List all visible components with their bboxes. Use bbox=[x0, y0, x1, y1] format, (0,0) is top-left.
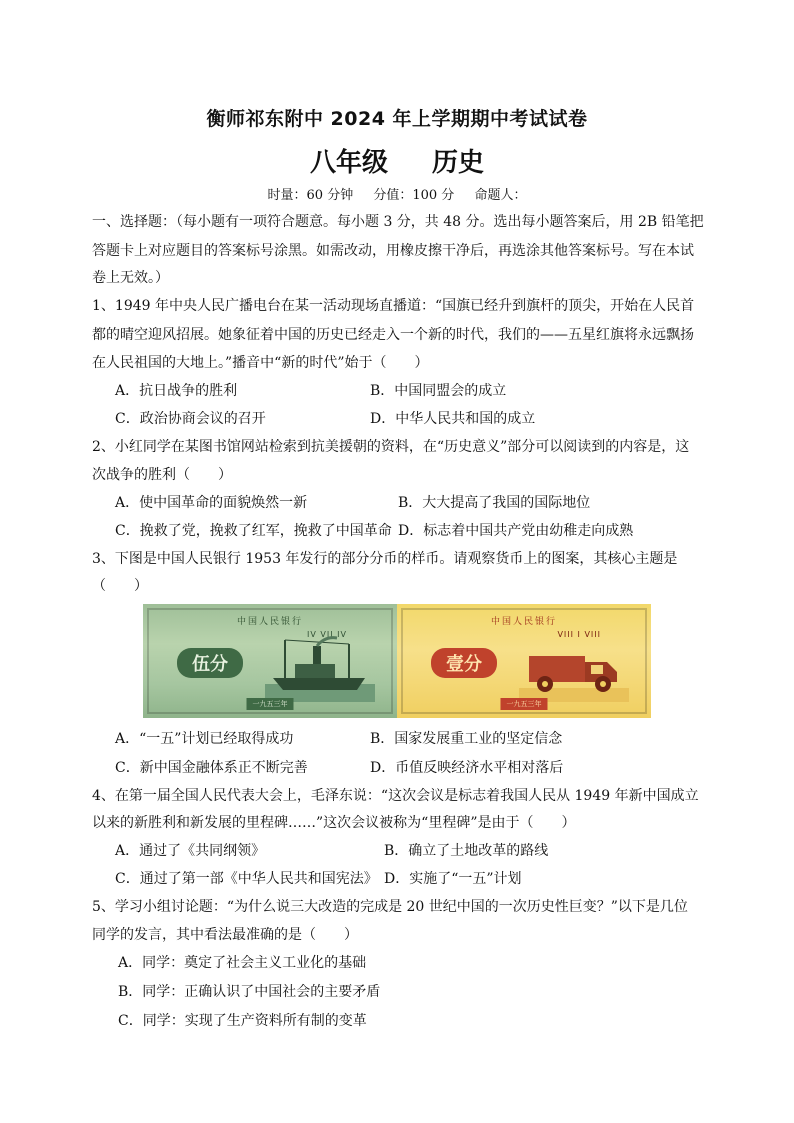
question-5-option-c[interactable]: C．同学：实现了生产资料所有制的变革 bbox=[118, 1013, 367, 1029]
author: 命题人： bbox=[474, 188, 527, 203]
banknote-code: VIII I VIII bbox=[557, 630, 601, 639]
question-1-option-c[interactable]: C．政治协商会议的召开 bbox=[115, 411, 266, 427]
question-2-option-a[interactable]: A．使中国革命的面貌焕然一新 bbox=[115, 495, 308, 511]
question-1-option-d[interactable]: D．中华人民共和国的成立 bbox=[370, 411, 536, 427]
banknote-yi-fen bbox=[397, 604, 651, 718]
question-2-option-d[interactable]: D．标志着中国共产党由幼稚走向成熟 bbox=[398, 523, 634, 539]
question-5-stem: 同学的发言，其中看法最准确的是（ ） bbox=[92, 927, 358, 943]
question-4-option-a[interactable]: A．通过了《共同纲领》 bbox=[115, 843, 266, 859]
question-4-option-b[interactable]: B．确立了土地改革的路线 bbox=[384, 843, 549, 859]
question-4-option-c[interactable]: C．通过了第一部《中华人民共和国宪法》 bbox=[115, 871, 378, 887]
question-2-stem: 次战争的胜利（ ） bbox=[92, 467, 232, 483]
question-1-option-a[interactable]: A．抗日战争的胜利 bbox=[115, 383, 238, 399]
question-2-option-c[interactable]: C．挽救了党，挽救了红军，挽救了中国革命 bbox=[115, 523, 392, 539]
question-4-stem: 4、在第一届全国人民代表大会上，毛泽东说：“这次会议是标志着我国人民从 1949 年新中国成立 bbox=[92, 788, 699, 804]
exam-meta bbox=[0, 184, 794, 203]
question-4-option-d[interactable]: D．实施了“一五”计划 bbox=[384, 871, 522, 887]
banknote-code: IV VII IV bbox=[307, 630, 347, 639]
section-instructions-line: 卷上无效。） bbox=[92, 270, 169, 286]
grade-label: 八年级 bbox=[309, 148, 388, 178]
question-3-option-b[interactable]: B．国家发展重工业的坚定信念 bbox=[370, 731, 563, 747]
question-1-stem: 1、1949 年中央人民广播电台在某一活动现场直播道：“国旗已经升到旗杆的顶尖，开始在人民首 bbox=[92, 298, 695, 314]
grade-subject-heading bbox=[0, 142, 794, 179]
total-score: 分值：100 分 bbox=[373, 188, 455, 203]
question-1-stem: 在人民祖国的大地上。”播音中“新的时代”始于（ ） bbox=[92, 355, 429, 371]
question-5-stem: 5、学习小组讨论题：“为什么说三大改造的完成是 20 世纪中国的一次历史性巨变？”以下是几位 bbox=[92, 899, 688, 915]
section-instructions-line: 答题卡上对应题目的答案标号涂黑。如需改动，用橡皮擦干净后，再选涂其他答案标号。写在本试 bbox=[92, 243, 694, 259]
banknote-bank-name: 中国人民银行 bbox=[490, 617, 558, 627]
truck-illustration bbox=[519, 632, 629, 702]
question-1-option-b[interactable]: B．中国同盟会的成立 bbox=[370, 383, 507, 399]
ship-illustration bbox=[265, 632, 375, 702]
question-5-option-a[interactable]: A．同学：奠定了社会主义工业化的基础 bbox=[118, 955, 367, 971]
banknote-wu-fen bbox=[143, 604, 397, 718]
time-limit: 时量：60 分钟 bbox=[267, 188, 354, 203]
question-3-option-c[interactable]: C．新中国金融体系正不断完善 bbox=[115, 760, 308, 776]
question-3-stem: 3、下图是中国人民银行 1953 年发行的部分分币的样币。请观察货币上的图案，其核心主题是 bbox=[92, 551, 678, 567]
question-3-option-d[interactable]: D．币值反映经济水平相对落后 bbox=[370, 760, 564, 776]
banknote-denomination: 伍分 bbox=[177, 648, 243, 678]
banknote-year: 一九五三年 bbox=[501, 698, 548, 710]
banknote-bank-name: 中国人民银行 bbox=[236, 617, 304, 627]
subject-label: 历史 bbox=[432, 148, 485, 178]
section-instructions-line: 一、选择题：（每小题有一项符合题意。每小题 3 分，共 48 分。选出每小题答案后，用 2B 铅笔把 bbox=[92, 214, 704, 230]
banknote-image bbox=[143, 604, 651, 718]
exam-title: 衡师祁东附中 2024 年上学期期中考试试卷 bbox=[206, 108, 588, 130]
question-2-stem: 2、小红同学在某图书馆网站检索到抗美援朝的资料，在“历史意义”部分可以阅读到的内容是，这 bbox=[92, 439, 690, 455]
banknote-year: 一九五三年 bbox=[247, 698, 294, 710]
question-2-option-b[interactable]: B．大大提高了我国的国际地位 bbox=[398, 495, 591, 511]
question-5-option-b[interactable]: B．同学：正确认识了中国社会的主要矛盾 bbox=[118, 984, 381, 1000]
banknote-denomination: 壹分 bbox=[431, 648, 497, 678]
question-3-option-a[interactable]: A．“一五”计划已经取得成功 bbox=[115, 731, 294, 747]
question-1-stem: 都的晴空迎风招展。她象征着中国的历史已经走入一个新的时代，我们的——五星红旗将永远飘扬 bbox=[92, 327, 694, 343]
question-3-stem: （ ） bbox=[92, 578, 148, 594]
question-4-stem: 以来的新胜利和新发展的里程碑……”这次会议被称为“里程碑”是由于（ ） bbox=[92, 815, 576, 831]
